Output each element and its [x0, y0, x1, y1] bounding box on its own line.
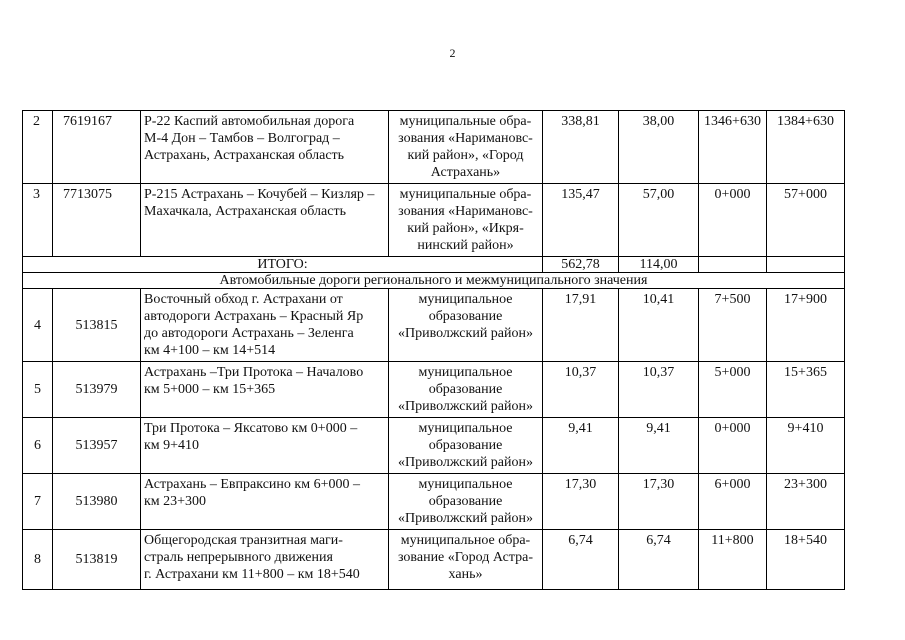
- cell-line: Астрахань –Три Протока – Началово: [144, 365, 364, 380]
- cell-line: кий район», «Икря-: [407, 221, 524, 236]
- cell-line: «Приволжский район»: [397, 455, 534, 470]
- cell-line: км 4+100 – км 14+514: [144, 343, 276, 358]
- road-name: [141, 111, 389, 184]
- road-length: 338,81: [543, 111, 619, 184]
- cell-line: муниципальное: [418, 365, 513, 380]
- km-to: 18+540: [767, 530, 845, 590]
- row-number: 5: [23, 362, 53, 418]
- table-row: [23, 184, 845, 257]
- road-length: 6,74: [543, 530, 619, 590]
- road-length: 9,41: [543, 418, 619, 474]
- municipality: [389, 474, 543, 530]
- cell-line: зование «Город Астра-: [397, 550, 533, 565]
- row-number: 2: [23, 111, 53, 184]
- total-row: [23, 257, 845, 273]
- length-in-municipality: 10,41: [619, 289, 699, 362]
- road-name: [141, 362, 389, 418]
- cell-line: М-4 Дон – Тамбов – Волгоград –: [144, 131, 340, 146]
- km-to: 15+365: [767, 362, 845, 418]
- table-row: [23, 362, 845, 418]
- road-code: 7619167: [53, 111, 141, 184]
- municipality: [389, 289, 543, 362]
- cell-line: кий район», «Город: [407, 148, 524, 163]
- road-name: [141, 289, 389, 362]
- km-from: 0+000: [699, 418, 767, 474]
- municipality: [389, 111, 543, 184]
- cell-line: автодороги Астрахань – Красный Яр: [144, 309, 364, 324]
- cell-line: км 5+000 – км 15+365: [144, 382, 276, 397]
- cell-line: образование: [428, 494, 503, 509]
- cell-line: «Приволжский район»: [397, 511, 534, 526]
- cell-line: муниципальные обра-: [399, 187, 532, 202]
- table-row: [23, 289, 845, 362]
- km-to: 23+300: [767, 474, 845, 530]
- row-number: 4: [23, 289, 53, 362]
- total-empty-from: [699, 257, 767, 273]
- cell-line: Махачкала, Астраханская область: [144, 204, 346, 219]
- regional-roads-body: [23, 289, 845, 590]
- road-code: 513815: [53, 289, 141, 362]
- cell-line: Р-22 Каспий автомобильная дорога: [144, 114, 355, 129]
- municipality: [389, 530, 543, 590]
- row-number: 6: [23, 418, 53, 474]
- section-row: [23, 273, 845, 289]
- cell-line: муниципальное: [418, 292, 513, 307]
- cell-line: км 9+410: [144, 438, 200, 453]
- km-to: 17+900: [767, 289, 845, 362]
- cell-line: нинский район»: [417, 238, 514, 253]
- section-title: Автомобильные дороги регионального и межмуниципального значения: [23, 273, 845, 289]
- cell-line: зования «Наримановс-: [398, 131, 533, 146]
- cell-line: Астрахань – Евпраксино км 6+000 –: [144, 477, 360, 492]
- municipality: [389, 418, 543, 474]
- road-length: 17,91: [543, 289, 619, 362]
- cell-line: образование: [428, 309, 503, 324]
- road-name: [141, 530, 389, 590]
- cell-line: Р-215 Астрахань – Кочубей – Кизляр –: [144, 187, 375, 202]
- road-code: 513979: [53, 362, 141, 418]
- cell-line: Общегородская транзитная маги-: [144, 533, 343, 548]
- km-from: 1346+630: [699, 111, 767, 184]
- cell-line: зования «Наримановс-: [398, 204, 533, 219]
- cell-line: Три Протока – Яксатово км 0+000 –: [144, 421, 358, 436]
- road-length: 10,37: [543, 362, 619, 418]
- length-in-municipality: 38,00: [619, 111, 699, 184]
- total-empty-to: [767, 257, 845, 273]
- cell-line: «Приволжский район»: [397, 399, 534, 414]
- km-from: 0+000: [699, 184, 767, 257]
- km-to: 1384+630: [767, 111, 845, 184]
- cell-line: образование: [428, 438, 503, 453]
- total-label: ИТОГО:: [23, 257, 543, 273]
- cell-line: муниципальное: [418, 421, 513, 436]
- road-name: [141, 184, 389, 257]
- km-to: 9+410: [767, 418, 845, 474]
- length-in-municipality: 10,37: [619, 362, 699, 418]
- road-length: 17,30: [543, 474, 619, 530]
- length-in-municipality: 57,00: [619, 184, 699, 257]
- road-length: 135,47: [543, 184, 619, 257]
- row-number: 8: [23, 530, 53, 590]
- row-number: 3: [23, 184, 53, 257]
- road-code: 513980: [53, 474, 141, 530]
- cell-line: км 23+300: [144, 494, 207, 509]
- roads-table: [22, 110, 845, 590]
- table-row: [23, 111, 845, 184]
- total-length: 562,78: [543, 257, 619, 273]
- cell-line: г. Астрахани км 11+800 – км 18+540: [144, 567, 360, 582]
- cell-line: Астрахань»: [430, 165, 501, 180]
- length-in-municipality: 6,74: [619, 530, 699, 590]
- road-name: [141, 474, 389, 530]
- km-from: 7+500: [699, 289, 767, 362]
- cell-line: до автодороги Астрахань – Зеленга: [144, 326, 354, 341]
- table-row: [23, 530, 845, 590]
- road-name: [141, 418, 389, 474]
- page-number: 2: [449, 46, 456, 60]
- road-code: 513957: [53, 418, 141, 474]
- municipality: [389, 184, 543, 257]
- cell-line: хань»: [448, 567, 483, 582]
- cell-line: муниципальное: [418, 477, 513, 492]
- cell-line: страль непрерывного движения: [144, 550, 333, 565]
- km-to: 57+000: [767, 184, 845, 257]
- road-code: 7713075: [53, 184, 141, 257]
- km-from: 5+000: [699, 362, 767, 418]
- length-in-municipality: 17,30: [619, 474, 699, 530]
- municipality: [389, 362, 543, 418]
- row-number: 7: [23, 474, 53, 530]
- total-in-municipality: 114,00: [619, 257, 699, 273]
- road-code: 513819: [53, 530, 141, 590]
- length-in-municipality: 9,41: [619, 418, 699, 474]
- cell-line: «Приволжский район»: [397, 326, 534, 341]
- table-row: [23, 474, 845, 530]
- federal-roads-body: [23, 111, 845, 257]
- km-from: 6+000: [699, 474, 767, 530]
- km-from: 11+800: [699, 530, 767, 590]
- cell-line: образование: [428, 382, 503, 397]
- cell-line: муниципальные обра-: [399, 114, 532, 129]
- cell-line: Астрахань, Астраханская область: [144, 148, 345, 163]
- cell-line: муниципальное обра-: [400, 533, 531, 548]
- table-row: [23, 418, 845, 474]
- cell-line: Восточный обход г. Астрахани от: [144, 292, 343, 307]
